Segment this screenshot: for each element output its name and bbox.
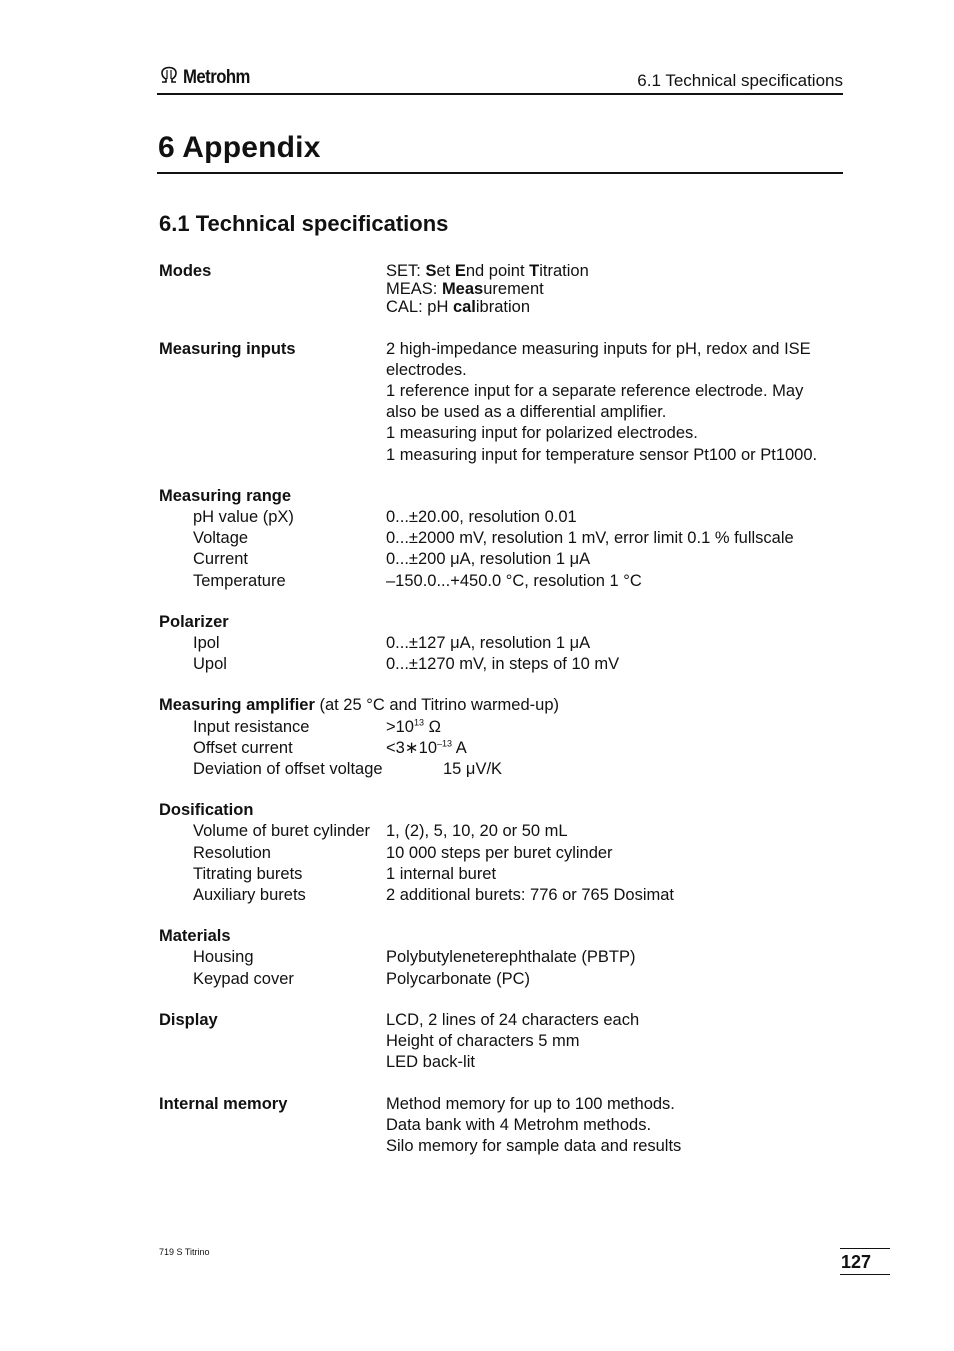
spec-value: 15 μV/K <box>443 760 503 779</box>
internal-memory-values <box>386 1094 681 1158</box>
spec-line: Height of characters 5 mm <box>386 1032 580 1051</box>
page-number-rule-bottom <box>840 1274 890 1275</box>
measuring-range-group <box>159 486 849 592</box>
mode-set: SET: Set End point Titration <box>386 262 589 280</box>
spec-sublabel: Temperature <box>193 571 286 590</box>
spec-sublabel: Current <box>193 550 249 569</box>
spec-sublabel: Offset current <box>193 738 293 757</box>
modes-label: Modes <box>159 262 212 280</box>
dosification-group <box>159 800 849 906</box>
page-number-rule-top <box>840 1248 890 1249</box>
footer-product: 719 S Titrino <box>159 1247 210 1257</box>
spec-line: also be used as a differential amplifier. <box>386 403 667 422</box>
spec-sublabel: Input resistance <box>193 717 310 736</box>
spec-sublabel: Deviation of offset voltage <box>193 760 383 779</box>
chapter-title: 6 Appendix <box>158 131 321 164</box>
header-section-ref: 6.1 Technical specifications <box>637 71 843 90</box>
spec-sublabel: Ipol <box>193 634 220 653</box>
display-group <box>159 1010 849 1074</box>
amplifier-note: (at 25 °C and Titrino warmed-up) <box>314 696 559 715</box>
spec-sublabel: Voltage <box>193 529 249 548</box>
polarizer-label: Polarizer <box>159 612 229 631</box>
spec-value: –150.0...+450.0 °C, resolution 1 °C <box>386 571 642 590</box>
modes-group <box>159 261 849 319</box>
mode-cal: CAL: pH calibration <box>386 298 531 317</box>
spec-value: 0...±20.00, resolution 0.01 <box>386 508 577 527</box>
spec-line: 2 high-impedance measuring inputs for pH, redox and ISE <box>386 339 811 358</box>
mode-meas: MEAS: Measurement <box>386 280 544 299</box>
spec-value: 1, (2), 5, 10, 20 or 50 mL <box>386 822 568 841</box>
spec-line: electrodes. <box>386 360 467 379</box>
spec-value: 0...±127 μA, resolution 1 μA <box>386 634 591 653</box>
materials-group <box>159 926 849 990</box>
brand-logo <box>159 66 259 89</box>
spec-value: 1 internal buret <box>386 864 497 883</box>
spec-value: Polybutyleneterephthalate (PBTP) <box>386 948 636 967</box>
spec-sublabel: Upol <box>193 655 227 674</box>
display-label: Display <box>159 1010 218 1029</box>
spec-sublabel: Volume of buret cylinder <box>193 822 371 841</box>
internal-memory-label: Internal memory <box>159 1094 288 1113</box>
measuring-range-label: Measuring range <box>159 486 292 505</box>
modes-values <box>386 261 589 319</box>
spec-sublabel: Auxiliary burets <box>193 886 306 905</box>
spec-line: 1 reference input for a separate reference electrode. May <box>386 382 804 401</box>
spec-sublabel: Resolution <box>193 843 271 862</box>
spec-sublabel: Titrating burets <box>193 864 303 883</box>
spec-value: $>10^{13}$ Ω <box>386 717 441 736</box>
polarizer-group <box>159 612 849 676</box>
spec-value: 10 000 steps per buret cylinder <box>386 843 613 862</box>
spec-sublabel: Keypad cover <box>193 969 294 988</box>
spec-value: $<3∗10^{-13}$ A <box>386 738 467 757</box>
spec-sublabel: Housing <box>193 948 254 967</box>
spec-value: 0...±2000 mV, resolution 1 mV, error limit 0.1 % fullscale <box>386 529 794 548</box>
measuring-inputs-label: Measuring inputs <box>159 339 296 358</box>
measuring-inputs-values <box>386 339 817 466</box>
materials-label: Materials <box>159 927 231 946</box>
spec-list <box>159 261 849 1177</box>
page-number: 127 <box>841 1252 872 1272</box>
spec-value: 0...±1270 mV, in steps of 10 mV <box>386 655 620 674</box>
section-title: 6.1 Technical specifications <box>159 211 449 236</box>
spec-line: 1 measuring input for temperature sensor Pt100 or Pt1000. <box>386 445 818 464</box>
spec-line: Method memory for up to 100 methods. <box>386 1094 675 1113</box>
spec-line: LCD, 2 lines of 24 characters each <box>386 1010 640 1029</box>
amplifier-group <box>159 695 849 780</box>
display-values <box>386 1010 639 1074</box>
amplifier-heading <box>159 695 849 716</box>
spec-value: Polycarbonate (PC) <box>386 969 530 988</box>
spec-value: 2 additional burets: 776 or 765 Dosimat <box>386 886 675 905</box>
brand-name: Metrohm <box>183 66 250 88</box>
omega-logo-icon <box>159 66 179 89</box>
header-divider <box>157 93 843 95</box>
spec-line: LED back-lit <box>386 1053 475 1072</box>
spec-line: Silo memory for sample data and results <box>386 1136 682 1155</box>
dosification-label: Dosification <box>159 801 254 820</box>
spec-sublabel: pH value (pX) <box>193 508 294 527</box>
chapter-divider <box>157 172 843 174</box>
spec-value: 0...±200 μA, resolution 1 μA <box>386 550 591 569</box>
spec-line: Data bank with 4 Metrohm methods. <box>386 1115 652 1134</box>
amplifier-label: Measuring amplifier <box>159 696 315 715</box>
spec-line: 1 measuring input for polarized electrodes. <box>386 424 698 443</box>
measuring-inputs-group <box>159 339 849 466</box>
internal-memory-group <box>159 1094 849 1158</box>
